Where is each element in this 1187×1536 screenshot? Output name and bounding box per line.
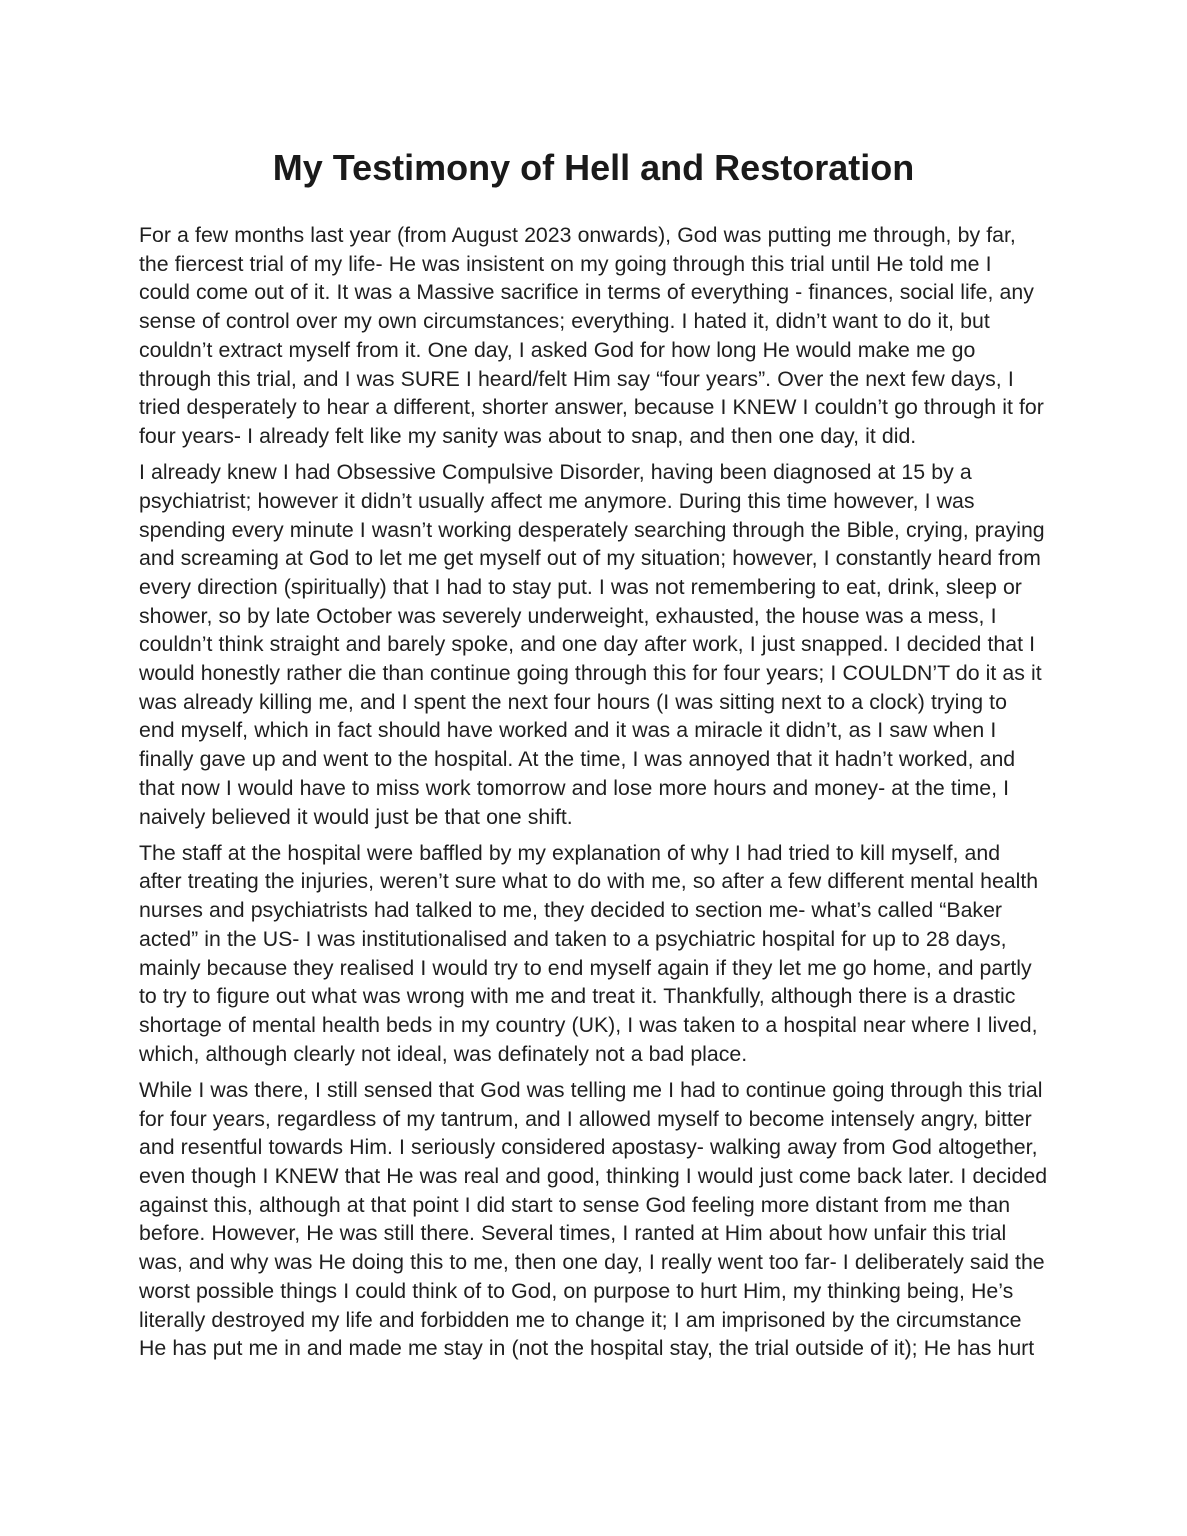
document-title: My Testimony of Hell and Restoration (272, 147, 915, 188)
paragraph-1: For a few months last year (from August 2023 onwards), God was putting me through, by far, the fiercest trial of my life- He was insistent on my going through this trial until He told me I could come out of it. It was a Massive sacrifice in terms of everything - finances, social life, any sense of control over my own circumstances; everything. I hated it, didn’t want to do it, but couldn’t extract myself from it. One day, I asked God for how long He would make me go through this trial, and I was SURE I heard/felt Him say “four years”. Over the next few days, I tried desperately to hear a different, shorter answer, because I KNEW I couldn’t go through it for four years- I already felt like my sanity was about to snap, and then one day, it did. (139, 223, 1044, 448)
paragraph-4: While I was there, I still sensed that God was telling me I had to continue going through this trial for four years, regardless of my tantrum, and I allowed myself to become intensely angry, bitter and resentful towards Him. I seriously considered apostasy- walking away from God altogether, even though I KNEW that He was real and good, thinking I would just come back later. I decided against this, although at that point I did start to sense God feeling more distant from me than before. However, He was still there. Several times, I ranted at Him about how unfair this trial was, and why was He doing this to me, then one day, I really went too far- I deliberately said the worst possible things I could think of to God, on purpose to hurt Him, my thinking being, He’s literally destroyed my life and forbidden me to change it; I am imprisoned by the circumstance He has put me in and made me stay in (not the hospital stay, the trial outside of it); He has hurt (139, 1077, 1048, 1361)
paragraph-2: I already knew I had Obsessive Compulsive Disorder, having been diagnosed at 15 by a psychiatrist; however it didn’t usually affect me anymore. During this time however, I was spending every minute I wasn’t working desperately searching through the Bible, crying, praying and screaming at God to let me get myself out of my situation; however, I constantly heard from every direction (spiritually) that I had to stay put. I was not remembering to eat, drink, sleep or shower, so by late October was severely underweight, exhausted, the house was a mess, I couldn’t think straight and barely spoke, and one day after work, I just snapped. I decided that I would honestly rather die than continue going through this for four years; I COULDN’T do it as it was already killing me, and I spent the next four hours (I was sitting next to a clock) trying to end myself, which in fact should have worked and it was a miracle it didn’t, as I saw when I finally gave up and went to the hospital. At the time, I was annoyed that it hadn’t worked, and that now I would have to miss work tomorrow and lose more hours and money- at the time, I naively believed it would just be that one shift. (139, 460, 1045, 829)
paragraph-3: The staff at the hospital were baffled by my explanation of why I had tried to kill myself, and after treating the injuries, weren’t sure what to do with me, so after a few different mental health nurses and psychiatrists had talked to me, they decided to section me- what’s called “Baker acted” in the US- I was institutionalised and taken to a psychiatric hospital for up to 28 days, mainly because they realised I would try to end myself again if they let me go home, and partly to try to figure out what was wrong with me and treat it. Thankfully, although there is a drastic shortage of mental health beds in my country (UK), I was taken to a hospital near where I lived, which, although clearly not ideal, was definately not a bad place. (139, 840, 1039, 1066)
